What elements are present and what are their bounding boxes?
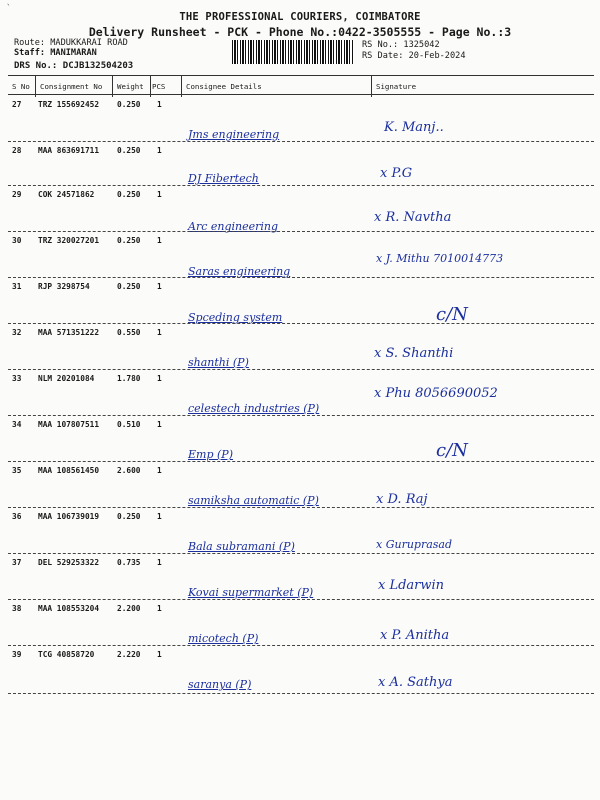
row-signature: x Phu 8056690052 [374, 386, 498, 401]
row-divider [8, 231, 594, 232]
row-consignee-handwritten: Emp (P) [188, 448, 233, 461]
row-pcs: 1 [157, 512, 162, 521]
row-weight: 2.200 [117, 604, 141, 613]
route-label: Route: [14, 38, 46, 48]
row-consignee-handwritten: shanthi (P) [188, 356, 249, 369]
row-weight: 0.510 [117, 420, 141, 429]
route-value: MADUKKARAI ROAD [50, 38, 128, 48]
row-signature: K. Manj.. [384, 120, 444, 135]
row-consignee-handwritten: saranya (P) [188, 678, 252, 691]
rs-value: 1325042 [403, 40, 440, 50]
row-signature: x J. Mithu 7010014773 [376, 252, 504, 265]
row-pcs: 1 [157, 190, 162, 199]
row-consignment: DEL 529253322 [38, 558, 100, 567]
row-consignment: MAA 106739019 [38, 512, 100, 521]
runsheet-subtitle: Delivery Runsheet - PCK - Phone No.:0422-3505555 - Page No.:3 [88, 25, 512, 39]
row-weight: 0.250 [117, 190, 141, 199]
row-sno: 37 [12, 558, 22, 567]
row-consignment: TRZ 320027201 [38, 236, 100, 245]
corner-mark: ` [6, 4, 12, 14]
row-divider [8, 415, 594, 416]
row-weight: 0.250 [117, 146, 141, 155]
row-consignment: MAA 863691711 [38, 146, 100, 155]
row-pcs: 1 [157, 100, 162, 109]
row-signature: c/N [436, 440, 468, 461]
row-consignee-handwritten: Kovai supermarket (P) [188, 586, 314, 599]
row-pcs: 1 [157, 328, 162, 337]
row-divider [8, 693, 594, 694]
col-sno: S No [12, 82, 30, 91]
row-sno: 30 [12, 236, 22, 245]
col-divider [35, 75, 36, 97]
row-consignment: MAA 108561450 [38, 466, 100, 475]
drs-label: DRS No.: [14, 61, 58, 71]
row-consignment: MAA 571351222 [38, 328, 100, 337]
row-signature: x S. Shanthi [374, 346, 454, 361]
col-weight: Weight [117, 82, 144, 91]
col-pcs: PCS [152, 82, 166, 91]
row-divider [8, 185, 594, 186]
row-sno: 31 [12, 282, 22, 291]
row-sno: 35 [12, 466, 22, 475]
row-sno: 29 [12, 190, 22, 199]
row-consignee-handwritten: Arc engineering [188, 220, 279, 233]
table-top-rule [8, 75, 594, 76]
rs-label: RS No.: [362, 40, 399, 50]
row-consignment: TRZ 155692452 [38, 100, 100, 109]
row-divider [8, 141, 594, 142]
row-divider [8, 599, 594, 600]
row-divider [8, 553, 594, 554]
row-signature: x P. Anitha [380, 628, 450, 643]
row-weight: 0.250 [117, 100, 141, 109]
barcode [232, 40, 354, 64]
row-consignment: RJP 3298754 [38, 282, 90, 291]
row-weight: 1.780 [117, 374, 141, 383]
row-signature: x P.G [380, 166, 413, 181]
row-pcs: 1 [157, 558, 162, 567]
staff-value: MANIMARAN [50, 48, 97, 58]
row-sno: 32 [12, 328, 22, 337]
rs-date-line [362, 51, 466, 61]
row-consignment: MAA 108553204 [38, 604, 100, 613]
row-consignment: COK 24571862 [38, 190, 95, 199]
row-sno: 38 [12, 604, 22, 613]
col-consignee: Consignee Details [186, 82, 262, 91]
row-sno: 34 [12, 420, 22, 429]
date-label: RS Date: [362, 51, 404, 61]
row-signature: x D. Raj [376, 492, 428, 507]
row-sno: 36 [12, 512, 22, 521]
col-divider [371, 75, 372, 97]
row-consignee-handwritten: Jms engineering [188, 128, 280, 141]
row-consignee-handwritten: Saras engineering [188, 265, 291, 278]
row-pcs: 1 [157, 146, 162, 155]
row-pcs: 1 [157, 236, 162, 245]
row-pcs: 1 [157, 374, 162, 383]
row-divider [8, 277, 594, 278]
row-signature: x R. Navtha [374, 210, 452, 225]
row-consignment: TCG 40858720 [38, 650, 95, 659]
date-value: 20-Feb-2024 [408, 51, 466, 61]
row-pcs: 1 [157, 282, 162, 291]
drs-value: DCJB132504203 [62, 61, 134, 71]
row-sno: 39 [12, 650, 22, 659]
col-consignment: Consignment No [40, 82, 103, 91]
col-divider [150, 75, 151, 97]
row-divider [8, 369, 594, 370]
row-signature: x Ldarwin [378, 578, 445, 593]
row-consignee-handwritten: DJ Fibertech [188, 172, 259, 185]
row-consignment: NLM 20201084 [38, 374, 95, 383]
drs-line [14, 61, 133, 71]
row-consignee-handwritten: Spceding system [188, 311, 283, 324]
row-divider [8, 507, 594, 508]
row-consignment: MAA 107807511 [38, 420, 100, 429]
col-divider [112, 75, 113, 97]
staff-label: Staff: [14, 48, 46, 58]
row-weight: 0.250 [117, 282, 141, 291]
route-line [14, 38, 128, 48]
row-pcs: 1 [157, 420, 162, 429]
row-signature: x Guruprasad [376, 538, 453, 551]
table-header-rule [8, 94, 594, 95]
row-divider [8, 645, 594, 646]
row-pcs: 1 [157, 650, 162, 659]
row-weight: 0.250 [117, 512, 141, 521]
row-divider [8, 323, 594, 324]
row-signature: c/N [436, 304, 468, 325]
row-weight: 2.220 [117, 650, 141, 659]
row-sno: 27 [12, 100, 22, 109]
row-weight: 0.735 [117, 558, 141, 567]
row-consignee-handwritten: celestech industries (P) [188, 402, 320, 415]
row-consignee-handwritten: samiksha automatic (P) [188, 494, 319, 507]
row-pcs: 1 [157, 604, 162, 613]
row-signature: x A. Sathya [378, 675, 453, 690]
col-signature: Signature [376, 82, 417, 91]
row-weight: 2.600 [117, 466, 141, 475]
row-sno: 33 [12, 374, 22, 383]
row-consignee-handwritten: Bala subramani (P) [188, 540, 295, 553]
row-divider [8, 461, 594, 462]
row-sno: 28 [12, 146, 22, 155]
rs-no-line [362, 40, 440, 50]
row-pcs: 1 [157, 466, 162, 475]
col-divider [181, 75, 182, 97]
row-consignee-handwritten: micotech (P) [188, 632, 259, 645]
row-weight: 0.550 [117, 328, 141, 337]
company-title: THE PROFESSIONAL COURIERS, COIMBATORE [179, 11, 421, 23]
staff-line [14, 48, 97, 58]
row-weight: 0.250 [117, 236, 141, 245]
